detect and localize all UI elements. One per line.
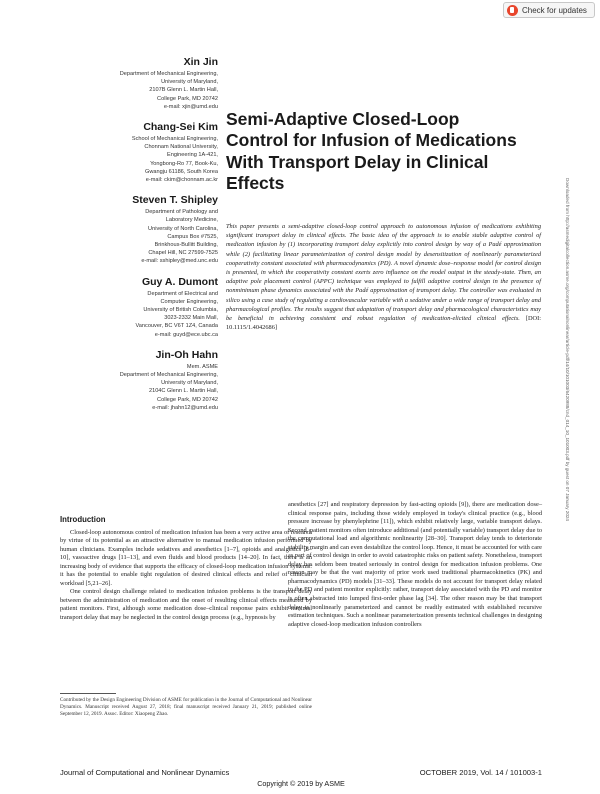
check-for-updates-button[interactable] <box>503 2 595 18</box>
affiliation-line: University of Maryland, <box>161 380 218 387</box>
footnote-divider <box>60 693 116 694</box>
journal-name: Journal of Computational and Nonlinear Dynamics <box>60 768 230 777</box>
paragraph: Closed-loop autonomous control of medication infusion has been a very active area of research by virtue of its potential as an attractive alternative to manual medication infusion performed by human clinicians. Examples include sedatives and anesthetics [1–7], opioids and analgesics [8–10], vasoactive drugs [11–13], and even fluids and blood products [14–20]. In fact, there is an increasing body of evidence that supports the efficacy of closed-loop medication infusion systems: it has the potential to enable tight regulation of desired clinical effects and relief of clinician workload [5,21–26]. <box>60 528 312 587</box>
affiliation-line: Engineering 1A-421, <box>166 152 218 159</box>
affiliation-line: Department of Pathology and <box>145 209 218 216</box>
affiliation-line: Department of Mechanical Engineering, <box>119 372 218 379</box>
paper-title: Semi-Adaptive Closed-Loop Control for Infusion of Medications With Transport Delay in Clinical Effects <box>226 109 517 193</box>
author-block <box>62 276 218 339</box>
author-name: Guy A. Dumont <box>141 275 218 288</box>
check-for-updates-label: Check for updates <box>522 5 587 15</box>
affiliation-line: Vancouver, BC V6T 1Z4, Canada <box>135 323 218 330</box>
author-name: Jin-Oh Hahn <box>155 348 218 361</box>
author-email[interactable]: e-mail: guyd@ece.ubc.ca <box>154 331 218 338</box>
issue-info: OCTOBER 2019, Vol. 14 / 101003-1 <box>419 768 542 777</box>
author-block <box>62 194 218 265</box>
paragraph: One control design challenge related to medication infusion problems is the transport delay between the administration of medication and the onset of resulting clinical effects measured by patient monitors. First, although some medication dose–clinical response pairs exhibit minimal transport delay that may be neglected in the control design process (e.g., hypnosis by <box>60 588 312 622</box>
affiliation-line: Department of Mechanical Engineering, <box>119 71 218 77</box>
download-notice-text: Downloaded from http://asmedigitalcollection.asme.org/computationalnonlinear/article-pdf/14/10/101003/6420988/cnd_014_10_101003.pdf by guest on 07 January 2024 <box>565 178 570 521</box>
right-column <box>288 501 542 629</box>
author-block <box>62 56 218 111</box>
author-email[interactable]: e-mail: jhahn12@umd.edu <box>152 404 218 411</box>
affiliation-line: University of Maryland, <box>161 79 218 86</box>
author-email[interactable]: e-mail: ckim@chonnam.ac.kr <box>145 177 218 184</box>
affiliation-line: University of British Columbia, <box>143 307 218 314</box>
abstract <box>226 222 541 332</box>
affiliation-line: Brinkhous-Bullitt Building, <box>154 242 218 249</box>
author-name: Xin Jin <box>183 56 218 68</box>
download-notice <box>562 178 572 618</box>
affiliation-line: Yongbong-Ro 77, Book-Ku, <box>150 160 218 167</box>
doi-link[interactable]: [DOI: 10.1115/1.4042686] <box>226 315 541 332</box>
affiliation-line: School of Mechanical Engineering, <box>131 136 218 143</box>
affiliation-line: Chapel Hill, NC 27599-7525 <box>148 250 218 257</box>
affiliation-line: University of North Carolina, <box>148 225 218 232</box>
affiliation-line: College Park, MD 20742 <box>157 95 218 102</box>
membership-line: Mem. ASME <box>186 363 218 370</box>
author-block <box>62 349 218 412</box>
update-check-icon <box>507 5 518 16</box>
author-name: Steven T. Shipley <box>132 194 218 207</box>
affiliation-line: Computer Engineering, <box>160 298 218 305</box>
section-heading: Introduction <box>60 515 106 524</box>
affiliation-line: 3023-2332 Main Mall, <box>164 315 218 322</box>
affiliation-line: 2104C Glenn L. Martin Hall, <box>148 388 218 395</box>
abstract-text: This paper presents a semi-adaptive closed-loop control approach to autonomous infusion of medications exhibiting significant transport delay in clinical effects. The basic idea of the approach is to enable stable adaptive control of medication infusion by (1) incorporating transport delay explicitly into control design by way of a Padé approximation while (2) facilitating linear parameterization of control design model by desensitization of nonlinearly parameterized cooperativity constant associated with pharmacodynamics (PD). A novel dynamic dose–response model for control design is presented, in which the cooperativity constant exerts zero influence on the model output in the steady-state. Then, an adaptive pole placement control (APPC) technique was employed to fulfill adaptive control design in the presence of nonminimum phase dynamics associated with the Padé approximation of transport delay. The controller was evaluated in silico using a case study of regulating a cardiovascular variable with a sedative under a wide range of transport delay and pharmacological profiles. The results suggest that adaptation of transport delay and pharmacological characteristics may be beneficial in achieving consistent and robust regulation of medication-elicited clinical effects. <box>226 223 541 323</box>
author-email[interactable]: e-mail: sshipley@med.unc.edu <box>141 258 218 265</box>
paragraph: anesthetics [27] and respiratory depression by fast-acting opioids [9]), there are medication dose–clinical response pairs, including those widely employed in today's clinical practice (e.g., blood pressure increase by phenylephrine [11]), which exhibit relatively large, variable transport delays. Second, patient monitors often introduce additional (and potentially variable) transport delay due to the computational load and algorithmic nonlinearity [28–30]. Transport delay tends to deteriorate stability margin and can even destabilize the control loop. Hence, it must be accounted for with care as part of control design in order to avoid catastrophic risks on patient safety. Nonetheless, transport delay has seldom been treated seriously in control design for medication infusion problems. One reason may be that the vast majority of prior work used traditional pharmacokinetics (PK) and pharmacodynamics (PD) models [31–33]. These models do not account for transport delay related to the PD and patient monitor explicitly: rather, transport delay associated with the PD and monitor is often abstracted into lumped first-order phase lag [34]. The other reason may be that transport delay is nonlinearly parameterized and cannot be readily estimated with established recursive estimation techniques. Such a nonlinear parameterization presents technical challenges in designing adaptive closed-loop medication infusion controllers <box>288 501 542 628</box>
author-name: Chang-Sei Kim <box>143 121 218 134</box>
copyright-notice: Copyright © 2019 by ASME <box>257 779 345 788</box>
affiliation-line: College Park, MD 20742 <box>157 396 218 403</box>
footnote: Contributed by the Design Engineering Division of ASME for publication in the Journal of Computational and Nonlinear Dynamics. Manuscript received August 27, 2018; final manuscript received January 21, 2019; published online September 12, 2019. Assoc. Editor: Xiaopeng Zhao. <box>60 697 312 717</box>
affiliation-line: Chonnam National University, <box>144 144 218 151</box>
author-block <box>62 121 218 184</box>
author-email[interactable]: e-mail: xjin@umd.edu <box>163 103 218 110</box>
affiliation-line: Laboratory Medicine, <box>165 217 218 224</box>
affiliation-line: Campus Box #7525, <box>167 233 218 240</box>
affiliation-line: Department of Electrical and <box>147 290 218 297</box>
affiliation-line: Gwangju 61186, South Korea <box>145 168 218 175</box>
author-list <box>62 56 218 422</box>
left-column <box>60 516 312 623</box>
affiliation-line: 2107B Glenn L. Martin Hall, <box>149 87 218 94</box>
